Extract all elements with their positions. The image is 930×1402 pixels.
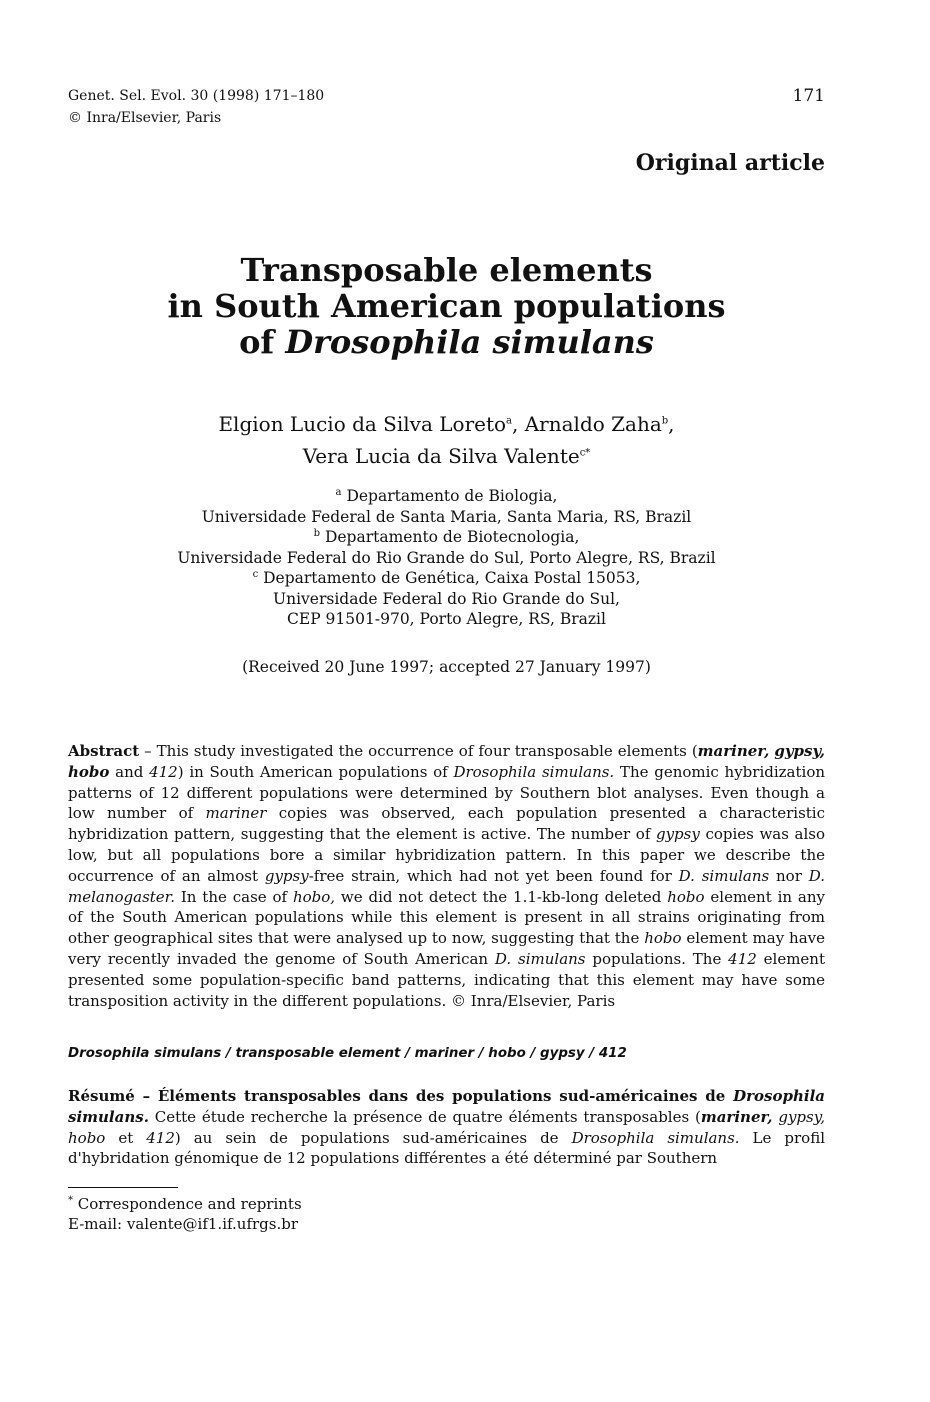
abstract-italic: hobo, [292,887,336,906]
resume-text: ) au sein de populations sud-américaines de [174,1128,572,1147]
abstract-italic: hobo [644,929,682,948]
affiliation-line [0,609,893,630]
abstract-italic: mariner [205,804,267,823]
abstract-italic: mariner, [697,742,770,760]
affiliation-mark: c [252,568,259,580]
abstract-italic: D. simulans [678,866,770,885]
abstract-text: nor [769,866,809,885]
affiliation-line [0,486,893,507]
affiliation-text: Departamento de Genética, Caixa Postal 15053, [263,569,641,587]
abstract-text: we did not detect the 1.1-kb-long deleted [335,887,668,906]
title-line-1: Transposable elements [240,251,653,289]
abstract-text: The genomic hybridization patterns of 12 different populations were determined by Southern blot analyses. Even though a low number of [68,762,826,823]
author-1: Elgion Lucio da Silva Loreto [218,412,507,436]
affiliation-text: Universidade Federal de Santa Maria, Santa Maria, RS, Brazil [201,507,692,526]
received-dates: (Received 20 June 1997; accepted 27 January 1997) [242,658,651,676]
resume-label: Résumé – Éléments transposables dans des populations sud-américaines de [68,1087,734,1105]
copyright-line: © Inra/Elsevier, Paris [68,110,222,126]
footnote-rule [68,1187,178,1188]
abstract-text: populations. The [585,949,729,968]
author-1-affil-mark: a [506,415,513,427]
resume-label-species: Drosophila simulans. [68,1087,825,1126]
author-3: Vera Lucia da Silva Valente [302,444,580,468]
resume-italic: Drosophila simulans. [571,1128,740,1147]
abstract-text: In the case of [174,887,293,906]
abstract-italic: Drosophila simulans. [453,762,615,781]
abstract-text: element may have very recently invaded the genome of South American [68,929,825,968]
abstract-italic: gypsy [264,866,309,885]
affiliation-line [0,568,893,589]
affiliation-line [0,527,893,548]
resume-text: et [105,1128,147,1147]
page-number: 171 [792,86,825,106]
resume-italic: 412 [146,1128,175,1147]
abstract-italic: gypsy [655,825,700,844]
abstract-italic: gypsy, hobo [68,742,825,781]
resume-italic: gypsy, hobo [68,1107,825,1147]
affiliations [0,486,893,630]
affiliation-line [0,507,893,528]
author-separator: , [512,412,525,436]
citation-line: Genet. Sel. Evol. 30 (1998) 171–180 [68,88,325,104]
article-type: Original article [635,150,825,176]
author-2-affil-mark: b [661,415,669,427]
footnote-text: Correspondence and reprints [73,1195,302,1213]
affiliation-text: Departamento de Biologia, [346,487,558,505]
affiliation-text: Universidade Federal do Rio Grande do Sul, Porto Alegre, RS, Brazil [177,548,716,567]
abstract-italic: 412 [728,949,757,968]
footnote-email: E-mail: valente@if1.if.ufrgs.br [68,1215,299,1233]
affiliation-mark: b [313,527,321,539]
resume-text: Cette étude recherche la présence de quatre éléments transposables ( [148,1107,701,1126]
abstract-text: and [109,762,150,781]
affiliation-line [0,548,893,569]
resume-text: Le profil d'hybridation génomique de 12 populations différentes a été déterminé par Southern [68,1128,825,1168]
abstract-text: ) in South American populations of [177,762,454,781]
footnote [68,1194,302,1234]
abstract-italic: 412 [149,762,178,781]
abstract-text: copies was observed, each population presented a characteristic hybridization pattern, suggesting that the element is active. The number of [68,804,825,844]
abstract [68,741,825,1011]
title-line-2: in South American populations [167,287,726,325]
abstract-text: – This study investigated the occurrence of four transposable elements ( [139,742,698,760]
abstract-text: element presented some population-specific band patterns, indicating that this element may have some transposition activity in the different populations. © Inra/Elsevier, Paris [68,949,825,1010]
abstract-label: Abstract [68,742,140,760]
abstract-text: -free strain, which had not yet been found for [308,866,679,885]
authors-line-1 [0,408,893,440]
author-3-affil-mark: c* [579,447,591,459]
footnote-correspondence [68,1194,302,1214]
abstract-text: copies was also low, but all populations bore a similar hybridization pattern. In this paper we describe the occurrence of an almost [68,825,825,885]
author-separator: , [668,412,675,436]
abstract-text: element in any of the South American populations while this element is present in all strains originating from other geographical sites that were analysed up to now, suggesting that the [68,887,825,948]
affiliation-text: Departamento de Biotecnologia, [324,528,580,546]
affiliation-text: CEP 91501-970, Porto Alegre, RS, Brazil [287,610,606,628]
title-line-3-prefix: of [239,323,286,361]
keywords: Drosophila simulans / transposable element / mariner / hobo / gypsy / 412 [68,1046,627,1061]
resume-italic: mariner, [700,1107,773,1126]
affiliation-line [0,589,893,610]
affiliation-mark: a [335,486,342,498]
footnote-mark: * [68,1195,73,1206]
affiliation-text: Universidade Federal do Rio Grande do Sul, [273,589,620,608]
author-2: Arnaldo Zaha [524,412,662,436]
abstract-italic: D. melanogaster. [68,866,825,906]
abstract-italic: hobo [667,887,705,906]
title-species: Drosophila simulans [285,323,654,361]
abstract-italic: D. simulans [494,949,586,968]
author-list [0,408,893,472]
title-line-3 [0,324,893,360]
article-title [0,252,893,360]
resume [68,1086,825,1169]
authors-line-2 [0,440,893,472]
